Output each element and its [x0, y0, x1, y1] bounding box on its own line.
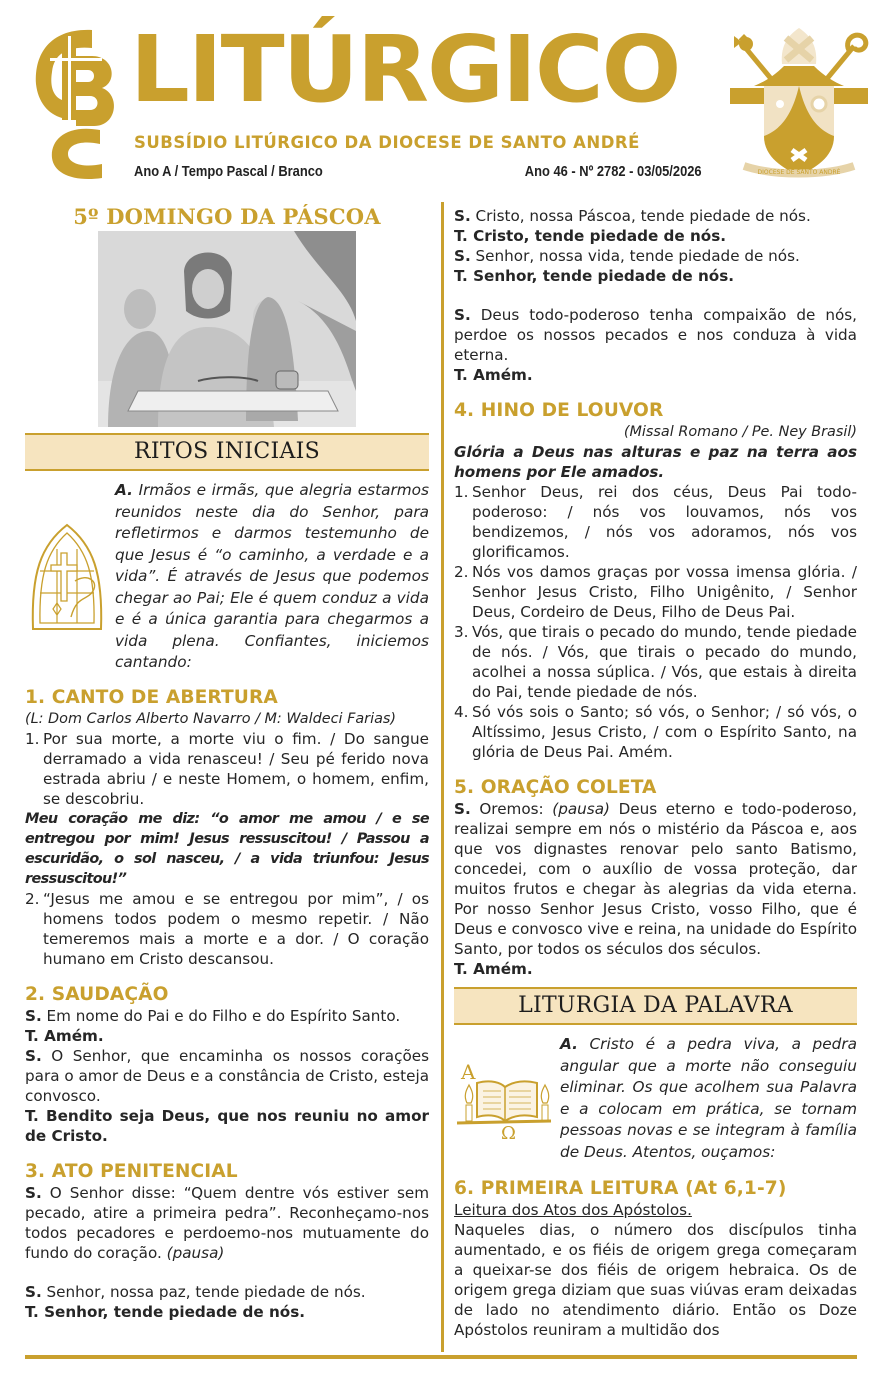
celebrant-line: S. Em nome do Pai e do Filho e do Espírito Santo.	[25, 1006, 401, 1025]
hino-verse: 2. Nós vos damos graças por vossa imensa glória. / Senhor Jesus Cristo, Filho Unigênito, / Senhor Deus, Cordeiro de Deus, Filho de Deus Pai.	[454, 563, 857, 621]
section-title-ato-penitencial: 3. ATO PENITENCIAL	[25, 1160, 238, 1182]
intro-commentary	[454, 1034, 857, 1163]
publication-title: LITÚRGICO	[130, 16, 680, 123]
hino-verse: 4. Só vós sois o Santo; só vós, o Senhor; / só vós, o Altíssimo, Jesus Cristo, / com o Espírito Santo, na glória de Deus Pai. Amém.	[454, 703, 857, 761]
intro-text: Cristo é a pedra viva, a pedra angular que a morte não conseguiu eliminar. Os que acolhem sua Palavra e a colocam em prática, se tornam pessoas novas e se integram à família de Deus. Atentos, ouçamos:	[560, 1035, 857, 1161]
section-band-liturgia-da-palavra: LITURGIA DA PALAVRA	[454, 987, 857, 1025]
hino-verse: 3. Vós, que tirais o pecado do mundo, tende piedade de nós. / Vós, que tirais o pecado do mundo, acolhei a nossa súplica. / Vós, que estais à direita do Pai, tende piedade de nós.	[454, 623, 857, 701]
commentator-label: A.	[115, 481, 133, 499]
hino-refrain: Glória a Deus nas alturas e paz na terra aos homens por Ele amados.	[454, 443, 857, 481]
masthead	[0, 0, 882, 195]
collect-prayer: S. Oremos: (pausa) Deus eterno e todo-poderoso, realizai sempre em nós o mistério da Páscoa e, aos que vos dignastes renovar pelo santo Batismo, concedei, com o auxílio de vossa proteção, dar muitos frutos e chegar às alegrias da vida eterna. Por nosso Senhor Jesus Cristo, vosso Filho, que é Deus e convosco vive e reina, na unidade do Espírito Santo, por todos os séculos dos séculos.	[454, 800, 857, 958]
hino-verse: 1. Senhor Deus, rei dos céus, Deus Pai todo-poderoso: / nós vos louvamos, nós vos bendizemos, / nós vos adoramos, nós vos glorificamos.	[454, 483, 857, 561]
diocese-coat-of-arms-icon	[724, 26, 874, 186]
canto-verses	[25, 729, 429, 809]
issue-info: Ano 46 - Nº 2782 - 03/05/2026	[525, 163, 702, 180]
section-title-hino-de-louvor: 4. HINO DE LOUVOR	[454, 400, 664, 421]
reading-text: Naqueles dias, o número dos discípulos tinha aumentado, e os fiéis de origem grega começaram a queixar-se dos fiéis de origem hebraica. Os de origem grega diziam que suas viúvas eram deixadas de lado no atendimento diário. Então os Doze Apóstolos reuniram a multidão dos	[454, 1221, 857, 1339]
abc-cross-logo-icon	[22, 22, 122, 182]
assembly-response: T. Bendito seja Deus, que nos reuniu no amor de Cristo.	[25, 1106, 429, 1145]
column-divider	[441, 202, 444, 1352]
hino-verses	[454, 482, 857, 762]
commentator-label: A.	[560, 1035, 578, 1053]
celebrant-line: S. Deus todo-poderoso tenha compaixão de nós, perdoe os nossos pecados e nos conduza à vida eterna.	[454, 306, 858, 364]
section-title-primeira-leitura: 6. PRIMEIRA LEITURA (At 6,1-7)	[454, 1178, 787, 1199]
assembly-response: T. Senhor, tende piedade de nós.	[25, 1302, 306, 1321]
intro-commentary	[25, 480, 429, 674]
canto-verse: 1. Por sua morte, a morte viu o fim. / Do sangue derramado a vida renasceu! / Seu pé ferido nova estrada abriu / e neste Homem, o homem, enfim, se descobriu.	[25, 729, 429, 808]
assembly-response: T. Amém.	[25, 1026, 104, 1045]
section-title-canto-abertura: 1. CANTO DE ABERTURA	[25, 686, 278, 708]
right-column	[454, 206, 857, 1340]
celebrant-line: S. Senhor, nossa vida, tende piedade de nós.	[454, 247, 800, 265]
celebrant-line: S. O Senhor, que encaminha os nossos corações para o amor de Deus e a constância de Cristo, esteja convosco.	[25, 1046, 430, 1105]
assembly-response: T. Amém.	[454, 366, 533, 384]
publication-subtitle: SUBSÍDIO LITÚRGICO DA DIOCESE DE SANTO ANDRÉ	[134, 133, 640, 152]
section-title-oracao-coleta: 5. ORAÇÃO COLETA	[454, 777, 657, 798]
gothic-window-cross-icon	[27, 521, 107, 633]
canto-verse: 2. “Jesus me amou e se entregou por mim”, / os homens todos podem o mesmo repetir. / Não temeremos mais a morte e a dor. / O coração humano em Cristo descansou.	[25, 889, 429, 968]
section-title-saudacao: 2. SAUDAÇÃO	[25, 983, 169, 1005]
open-bible-alpha-omega-icon	[455, 1059, 553, 1139]
assembly-response: T. Amém.	[454, 960, 533, 978]
svg-text:A: A	[461, 1059, 476, 1084]
reading-heading: Leitura dos Atos dos Apóstolos.	[454, 1201, 692, 1219]
canto-credit: (L: Dom Carlos Alberto Navarro / M: Waldeci Farias)	[25, 710, 397, 727]
celebrant-line: S. Senhor, nossa paz, tende piedade de nós.	[25, 1282, 366, 1301]
sunday-title: 5º DOMINGO DA PÁSCOA	[73, 204, 381, 229]
svg-text:Ω: Ω	[501, 1122, 516, 1139]
intro-text: Irmãos e irmãs, que alegria estarmos reunidos neste dia do Senhor, para refletirmos e darmos testemunho de que Jesus é “o caminho, a verdade e a vida”. É através de Jesus que podemos chegar ao Pai; Ele é quem conduz a vida e é a única garantia para chegarmos a vida plena. Confiantes, iniciemos cantando:	[115, 481, 429, 671]
assembly-response: T. Cristo, tende piedade de nós.	[454, 227, 727, 245]
bottom-rule	[25, 1355, 857, 1359]
celebrant-line: S. O Senhor disse: “Quem dentre vós estiver sem pecado, atire a primeira pedra”. Reconheçamo-nos todos pecadores e perdoemo-nos mutuamente do fundo do coração. (pausa)	[25, 1183, 430, 1262]
left-column	[25, 200, 429, 1322]
assembly-response: T. Senhor, tende piedade de nós.	[454, 267, 735, 285]
hino-credit: (Missal Romano / Pe. Ney Brasil)	[623, 424, 857, 440]
celebrant-line: S. Cristo, nossa Páscoa, tende piedade de nós.	[454, 207, 811, 225]
crest-ribbon-text: DIOCESE DE SANTO ANDRÉ	[757, 169, 841, 176]
section-band-ritos-iniciais: RITOS INICIAIS	[25, 433, 429, 471]
canto-refrain: Meu coração me diz: “o amor me amou / e se entregou por mim! Jesus ressuscitou! / Passou a escuridão, o sol nasceu, / a vida triunfou: Jesus ressuscitou!”	[25, 810, 429, 887]
jesus-supper-illustration	[98, 231, 356, 427]
liturgical-season: Ano A / Tempo Pascal / Branco	[134, 163, 323, 180]
